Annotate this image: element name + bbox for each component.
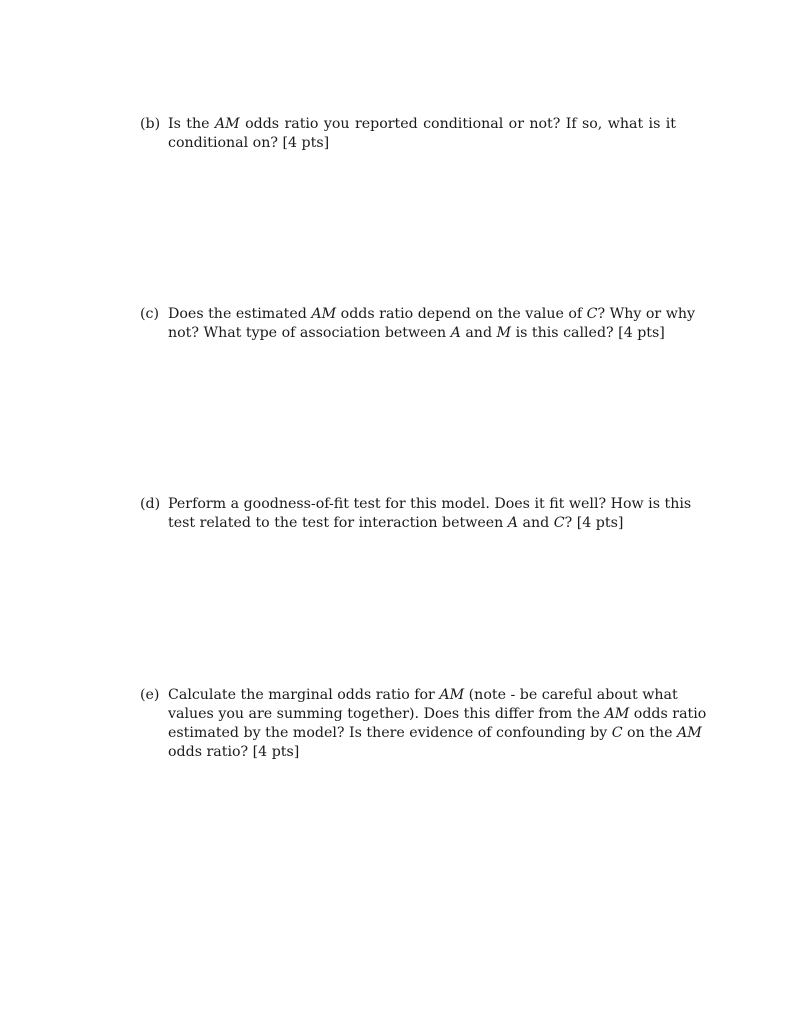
math-variable: C [553,515,565,531]
question-text [168,495,692,533]
math-variable: C [611,725,623,741]
question-text [168,305,696,343]
question-line [168,495,692,514]
question-d [140,495,692,533]
question-line [168,743,676,762]
question-line [168,115,676,134]
text-segment: odds ratio [629,706,707,722]
text-segment: ? [4 pts] [564,515,624,531]
text-segment: estimated by the model? Is there evidence of confounding by [168,725,612,741]
question-line [168,324,676,343]
text-segment: is this called? [4 pts] [511,325,665,341]
question-text [168,115,676,153]
text-segment: (note - be careful about what [464,687,678,703]
math-variable: AM [439,687,465,703]
math-variable: AM [311,306,337,322]
question-e [140,686,707,762]
question-b [140,115,676,153]
math-variable: A [450,325,461,341]
text-segment: and [460,325,497,341]
text-segment: odds ratio depend on the value of [336,306,587,322]
question-label: (e) [140,687,160,703]
question-line [168,305,696,324]
math-variable: C [586,306,598,322]
text-segment: test related to the test for interaction between [168,515,508,531]
text-segment: Does the estimated [168,306,312,322]
math-variable: AM [677,725,702,741]
text-segment: odds ratio you reported conditional or not? If so, what is it [239,116,676,132]
text-segment: ? Why or why [597,306,696,322]
text-segment: Is the [168,116,215,132]
text-segment: and [518,515,554,531]
question-label: (d) [140,496,161,512]
question-label: (b) [140,116,161,132]
question-line [168,705,707,724]
text-segment: not? What type of association between [168,325,451,341]
text-segment: Calculate the marginal odds ratio for [168,687,440,703]
question-line [168,686,676,705]
question-c [140,305,696,343]
text-segment: on the [622,725,677,741]
question-line [168,724,702,743]
math-variable: AM [214,116,240,132]
question-line [168,134,676,153]
question-text [168,686,707,762]
text-segment: Perform a goodness-of-fit test for this model. Does it fit well? How is this [168,496,692,512]
text-segment: values you are summing together). Does this differ from the [168,706,605,722]
math-variable: AM [604,706,630,722]
text-segment: odds ratio? [4 pts] [168,744,300,760]
text-segment: conditional on? [4 pts] [168,135,330,151]
math-variable: M [496,325,512,341]
question-label: (c) [140,306,160,322]
question-line [168,514,676,533]
math-variable: A [507,515,519,531]
